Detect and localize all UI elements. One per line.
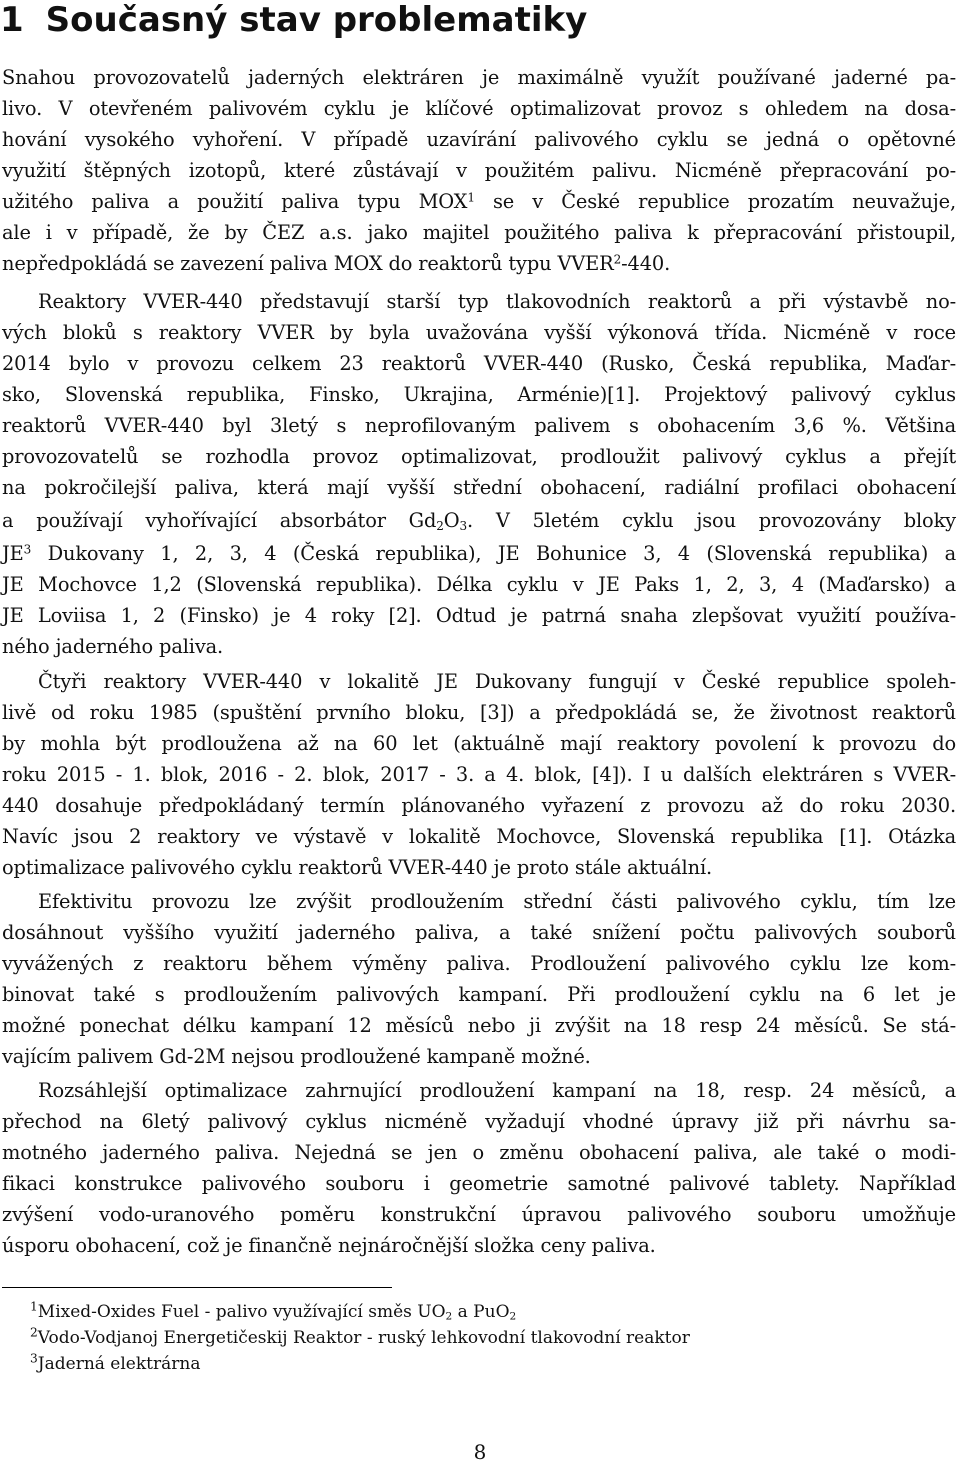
text-span: . V 5letém cyklu jsou provozovány bloky bbox=[467, 509, 956, 532]
text-line: ale i v případě, že by ČEZ a.s. jako majitel použitého paliva k přepracování přistoupil, bbox=[2, 221, 956, 244]
footnote-mark: 1 bbox=[30, 1299, 38, 1314]
text-line: Čtyři reaktory VVER-440 v lokalitě JE Dukovany fungují v České republice spoleh- bbox=[38, 670, 956, 693]
footnote-3 bbox=[30, 1352, 200, 1376]
text-line: JE Loviisa 1, 2 (Finsko) je 4 roky [2]. Odtud je patrná snaha zlepšovat využití používa- bbox=[2, 604, 956, 627]
text-line: roku 2015 - 1. blok, 2016 - 2. blok, 2017 - 3. a 4. blok, [4]). I u dalších elektráren s VVER- bbox=[2, 763, 956, 786]
text-span: a používají vyhořívající absorbátor Gd bbox=[2, 509, 437, 532]
text-span: O bbox=[443, 509, 460, 532]
text-line: binovat také s prodloužením palivových kampaní. Při prodloužení cyklu na 6 let je bbox=[2, 983, 956, 1006]
text-line: hování vysokého vyhoření. V případě uzavírání palivového cyklu se jedná o opětovné bbox=[2, 128, 956, 151]
text-line: na pokročilejší paliva, která mají vyšší střední obohacení, radiální profilaci obohacení bbox=[2, 476, 956, 499]
subscript: 2 bbox=[436, 519, 444, 533]
text-line: 2014 bylo v provozu celkem 23 reaktorů VVER-440 (Rusko, Česká republika, Maďar- bbox=[2, 352, 956, 375]
footnote-text: Jaderná elektrárna bbox=[37, 1354, 201, 1374]
footnote-text: a PuO bbox=[452, 1302, 510, 1322]
section-heading bbox=[0, 0, 960, 40]
footnote-2 bbox=[30, 1326, 690, 1350]
footnote-ref: 1 bbox=[467, 190, 475, 205]
subscript: 2 bbox=[445, 1310, 453, 1323]
text-span: se v České republice prozatím neuvažuje, bbox=[474, 190, 956, 213]
text-line: dosáhnout vyššího využití jaderného paliva, a také snížení počtu palivových souborů bbox=[2, 921, 956, 944]
footnote-mark: 3 bbox=[30, 1351, 38, 1366]
footnote-text: Mixed-Oxides Fuel - palivo využívající směs UO bbox=[37, 1302, 446, 1322]
footnote-text: Vodo-Vodjanoj Energetičeskij Reaktor - ruský lehkovodní tlakovodní reaktor bbox=[37, 1328, 690, 1348]
text-line: motného jaderného paliva. Nejedná se jen o změnu obohacení paliva, ale také o modi- bbox=[2, 1141, 956, 1164]
text-line: Rozsáhlejší optimalizace zahrnující prodloužení kampaní na 18, resp. 24 měsíců, a bbox=[38, 1079, 956, 1102]
text-line: by mohla být prodloužena až na 60 let (aktuálně mají reaktory povolení k provozu do bbox=[2, 732, 956, 755]
text-line: zvýšení vodo-uranového poměru konstrukční úpravou palivového souboru umožňuje bbox=[2, 1203, 956, 1226]
text-line: ného jaderného paliva. bbox=[2, 635, 224, 658]
subscript: 2 bbox=[509, 1310, 517, 1323]
section-title: Současný stav problematiky bbox=[45, 0, 588, 40]
footnote-ref: 3 bbox=[23, 542, 32, 557]
text-line: úsporu obohacení, což je finančně nejnáročnější složka ceny paliva. bbox=[2, 1234, 656, 1257]
text-line: Efektivitu provozu lze zvýšit prodloužením střední části palivového cyklu, tím lze bbox=[38, 890, 956, 913]
footnote-mark: 2 bbox=[30, 1325, 38, 1340]
text-line bbox=[2, 505, 956, 537]
text-line: Reaktory VVER-440 představují starší typ tlakovodních reaktorů a při výstavbě no- bbox=[38, 290, 956, 313]
text-line: vyvážených z reaktoru během výměny paliva. Prodloužení palivového cyklu lze kom- bbox=[2, 952, 956, 975]
text-line: optimalizace palivového cyklu reaktorů VVER-440 je proto stále aktuální. bbox=[2, 856, 713, 879]
text-line: livo. V otevřeném palivovém cyklu je klíčové optimalizovat provoz s ohledem na dosa- bbox=[2, 97, 956, 120]
text-span: Dukovany 1, 2, 3, 4 (Česká republika), JE Bohunice 3, 4 (Slovenská republika) a bbox=[31, 542, 956, 565]
page-number: 8 bbox=[473, 1440, 487, 1464]
text-line bbox=[2, 248, 956, 280]
text-span: nepředpokládá se zavezení paliva MOX do reaktorů typu VVER bbox=[2, 252, 614, 275]
text-span: užitého paliva a použití paliva typu MOX bbox=[2, 190, 468, 213]
section-number: 1 bbox=[0, 0, 24, 40]
text-line: sko, Slovenská republika, Finsko, Ukrajina, Arménie)[1]. Projektový palivový cyklus bbox=[2, 383, 956, 406]
footnote-ref: 2 bbox=[613, 252, 622, 267]
text-line: fikaci konstrukce palivového souboru i geometrie samotné palivové tablety. Například bbox=[2, 1172, 956, 1195]
text-line: využití štěpných izotopů, které zůstávají v použitém palivu. Nicméně přepracování po- bbox=[2, 159, 956, 182]
text-span: -440. bbox=[621, 252, 671, 275]
text-line bbox=[2, 186, 956, 218]
text-line: provozovatelů se rozhodla provoz optimalizovat, prodloužit palivový cyklus a přejít bbox=[2, 445, 956, 468]
text-line: JE Mochovce 1,2 (Slovenská republika). Délka cyklu v JE Paks 1, 2, 3, 4 (Maďarsko) a bbox=[2, 573, 956, 596]
text-line: vých bloků s reaktory VVER by byla uvažována vyšší výkonová třída. Nicméně v roce bbox=[2, 321, 956, 344]
footnote-1 bbox=[30, 1300, 516, 1324]
text-span: JE bbox=[2, 542, 24, 565]
subscript: 3 bbox=[459, 519, 467, 533]
text-line: vajícím palivem Gd-2M nejsou prodloužené kampaně možné. bbox=[2, 1045, 591, 1068]
footnote-rule bbox=[2, 1287, 392, 1288]
text-line: reaktorů VVER-440 byl 3letý s neprofilovaným palivem s obohacením 3,6 %. Většina bbox=[2, 414, 956, 437]
text-line: Navíc jsou 2 reaktory ve výstavě v lokalitě Mochovce, Slovenská republika [1]. Otázka bbox=[2, 825, 956, 848]
text-line: možné ponechat délku kampaní 12 měsíců nebo ji zvýšit na 18 resp 24 měsíců. Se stá- bbox=[2, 1014, 956, 1037]
text-line: Snahou provozovatelů jaderných elektráren je maximálně využít používané jaderné pa- bbox=[2, 66, 956, 89]
text-line: 440 dosahuje předpokládaný termín plánovaného vyřazení z provozu až do roku 2030. bbox=[2, 794, 956, 817]
text-line bbox=[2, 538, 956, 570]
text-line: livě od roku 1985 (spuštění prvního bloku, [3]) a předpokládá se, že životnost reaktorů bbox=[2, 701, 956, 724]
text-line: přechod na 6letý palivový cyklus nicméně vyžadují vhodné úpravy již při návrhu sa- bbox=[2, 1110, 956, 1133]
